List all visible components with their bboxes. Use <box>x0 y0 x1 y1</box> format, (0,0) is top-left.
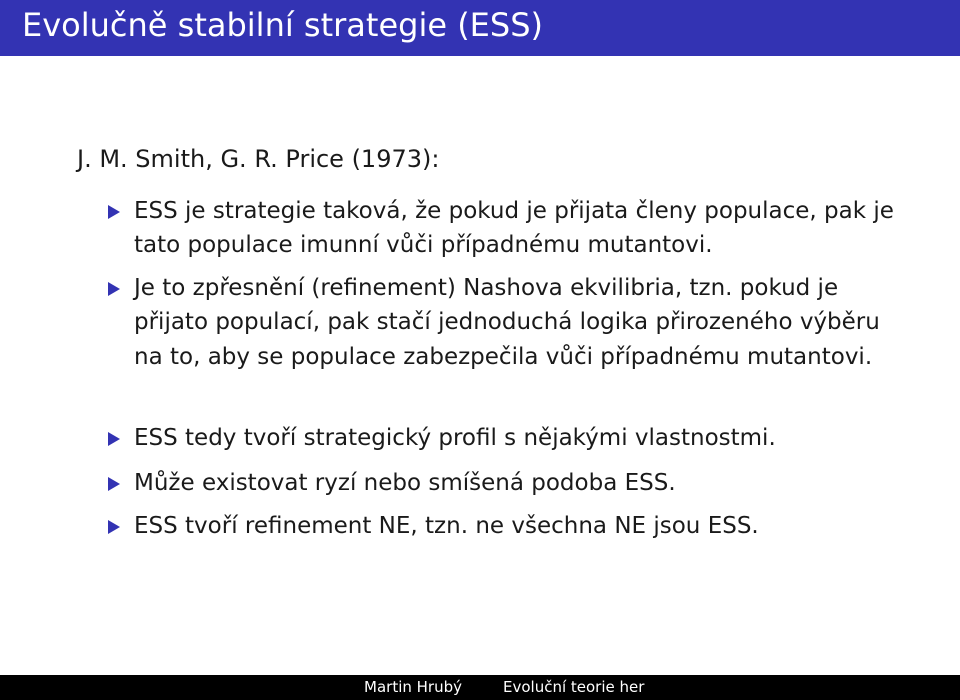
title-bar <box>0 0 960 56</box>
footer-bar <box>0 675 960 700</box>
triangle-bullet-icon <box>108 477 120 491</box>
footer-course-title: Evoluční teorie her <box>503 678 645 696</box>
footer-author <box>0 678 494 697</box>
triangle-bullet-icon <box>108 432 120 446</box>
list-item-text: ESS tvoří refinement NE, tzn. ne všechna NE jsou ESS. <box>134 513 759 539</box>
list-item-text: ESS tedy tvoří strategický profil s nějakými vlastnostmi. <box>134 425 776 451</box>
footer-author-text: Martin Hrubý <box>364 678 462 696</box>
reference-line: J. M. Smith, G. R. Price (1973): <box>77 145 440 173</box>
triangle-bullet-icon <box>108 205 120 219</box>
list-item-text: ESS je strategie taková, že pokud je přijata členy populace, pak je tato populace imunní vůči případnému mutantovi. <box>134 198 894 259</box>
triangle-bullet-icon <box>108 520 120 534</box>
list-item-text: Může existovat ryzí nebo smíšená podoba ESS. <box>134 470 676 496</box>
slide-title: Evolučně stabilní strategie (ESS) <box>22 6 543 44</box>
triangle-bullet-icon <box>108 282 120 296</box>
list-item-text: Je to zpřesnění (refinement) Nashova ekvilibria, tzn. pokud je přijato populací, pak stačí jednoduchá logika přirozeného výběru na to, aby se populace zabezpečila vůči případnému mutantovi. <box>134 275 880 370</box>
